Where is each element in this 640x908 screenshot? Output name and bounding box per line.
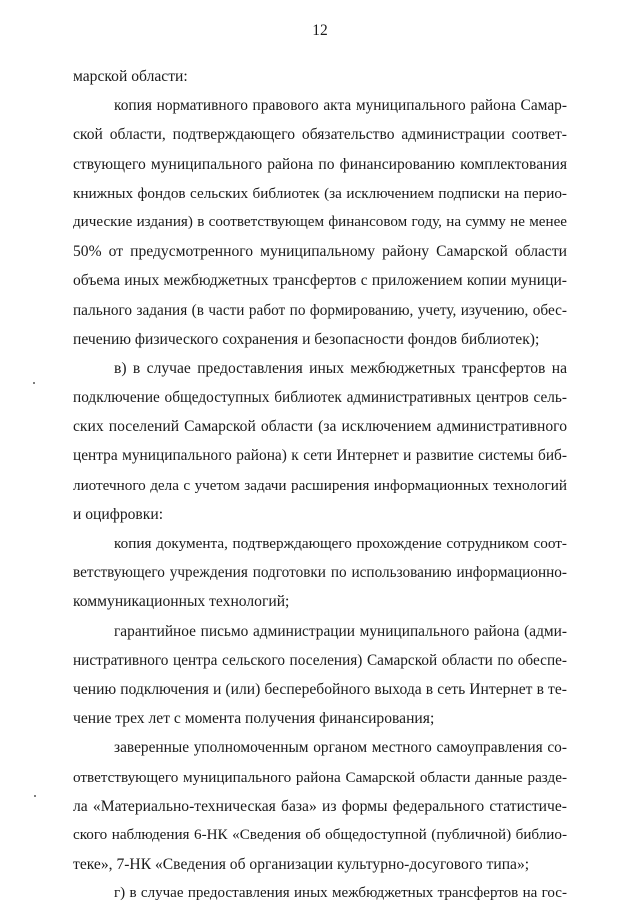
text-line: объема иных межбюджетных трансфертов с приложением копии муници- bbox=[73, 272, 567, 290]
paragraph bbox=[73, 733, 567, 879]
text-line: г) в случае предоставления иных межбюджетных трансфертов на гос- bbox=[114, 885, 567, 902]
text-line: подключение общедоступных библиотек административных центров сель- bbox=[73, 389, 567, 407]
text-line: ского наблюдения 6-НК «Сведения об общедоступной (публичной) библио- bbox=[73, 826, 567, 843]
text-line: ской области, подтверждающего обязательство администрации соответ- bbox=[73, 126, 567, 144]
text-line: марской области: bbox=[73, 68, 188, 85]
text-line: ветствующего учреждения подготовки по использованию информационно- bbox=[73, 564, 567, 582]
text-line: и оцифровки: bbox=[73, 505, 164, 523]
text-line: нистративного центра сельского поселения) Самарской области по обеспе- bbox=[73, 651, 567, 669]
text-line: в) в случае предоставления иных межбюджетных трансфертов на bbox=[114, 359, 567, 377]
text-line: коммуникационных технологий; bbox=[73, 593, 290, 611]
text-line: копия нормативного правового акта муниципального района Самар- bbox=[114, 97, 567, 115]
text-line: 50% от предусмотренного муниципальному району Самарской области bbox=[73, 243, 567, 261]
text-line: пального задания (в части работ по формированию, учету, изучению, обес- bbox=[73, 301, 567, 319]
page-number: 12 bbox=[312, 22, 328, 39]
text-line: чение трех лет с момента получения финансирования; bbox=[73, 710, 435, 728]
paragraph bbox=[73, 529, 567, 617]
text-line: печению физического сохранения и безопасности фондов библиотек); bbox=[73, 330, 540, 348]
paragraph bbox=[73, 617, 567, 734]
paragraph bbox=[73, 354, 567, 529]
text-line: ствующего муниципального района по финансированию комплектования bbox=[73, 155, 567, 173]
text-line: заверенные уполномоченным органом местного самоуправления со- bbox=[114, 739, 567, 757]
text-line: книжных фондов сельских библиотек (за исключением подписки на перио- bbox=[73, 184, 567, 202]
text-line: ответствующего муниципального района Самарской области данные разде- bbox=[73, 768, 567, 786]
text-line: лиотечного дела с учетом задачи расширения информационных технологий bbox=[73, 476, 567, 494]
paragraph bbox=[73, 62, 567, 91]
text-line: теке», 7-НК «Сведения об организации культурно-досугового типа»; bbox=[73, 856, 530, 874]
paragraph bbox=[73, 879, 567, 908]
text-line: ских поселений Самарской области (за исключением административного bbox=[73, 418, 567, 436]
text-line: копия документа, подтверждающего прохождение сотрудником соот- bbox=[114, 535, 567, 552]
document-body bbox=[73, 62, 567, 908]
text-line: ла «Материально-техническая база» из формы федерального статистиче- bbox=[73, 797, 567, 815]
text-line: дические издания) в соответствующем финансовом году, на сумму не менее bbox=[73, 213, 567, 230]
paragraph bbox=[73, 91, 567, 354]
text-line: центра муниципального района) к сети Интернет и развитие системы биб- bbox=[73, 447, 567, 465]
scan-speck bbox=[34, 795, 36, 797]
text-line: чению подключения и (или) бесперебойного выхода в сеть Интернет в те- bbox=[73, 680, 567, 698]
scan-speck bbox=[33, 382, 35, 384]
text-line: гарантийное письмо администрации муниципального района (адми- bbox=[114, 622, 567, 640]
